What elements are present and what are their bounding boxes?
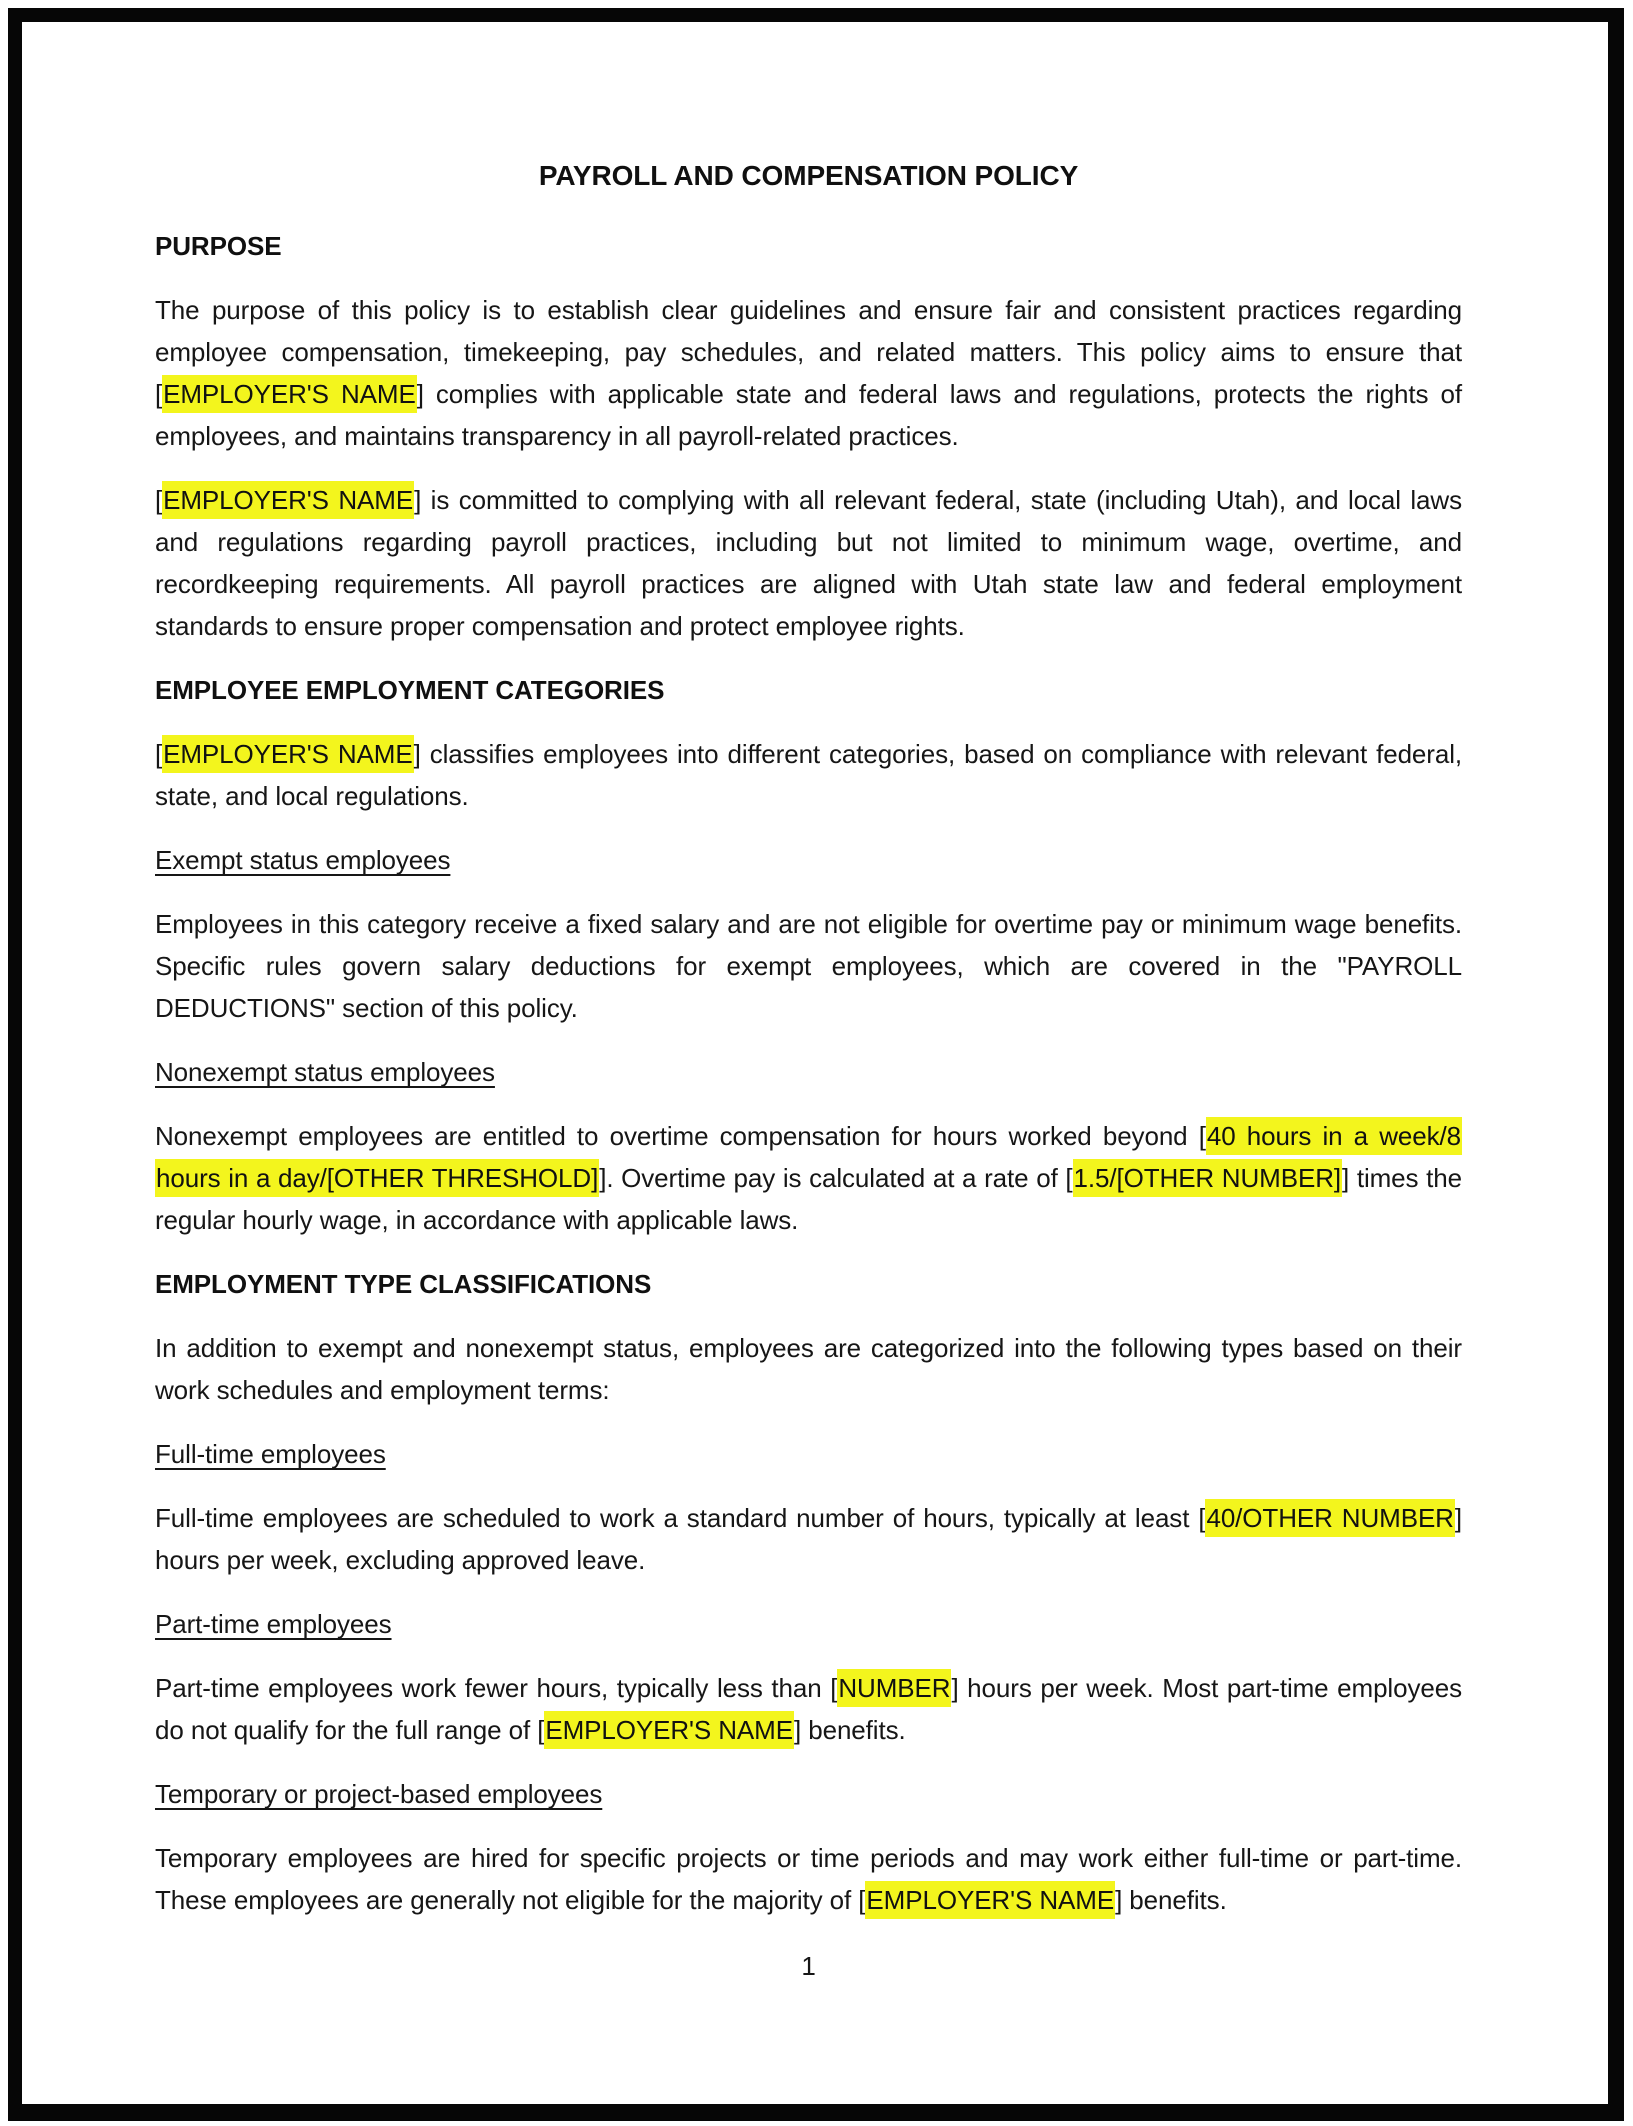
highlight-placeholder: 1.5/[OTHER NUMBER] [1073,1159,1342,1197]
subsection-full-time [155,1433,1462,1581]
section-heading: EMPLOYMENT TYPE CLASSIFICATIONS [155,1269,652,1299]
paragraph-text: ] times the regular hourly wage, in accordance with applicable laws. [155,1163,1462,1235]
paragraph [155,1837,1462,1921]
highlight-placeholder: EMPLOYER'S NAME [162,481,414,519]
paragraph [155,1497,1462,1581]
paragraph-text: Temporary employees are hired for specific projects or time periods and may work either full-time or part-time. These employees are generally not eligible for the majority of [ [155,1843,1462,1915]
paragraph-text: Part-time employees work fewer hours, typically less than [ [155,1673,838,1703]
paragraph-text: ] benefits. [1115,1885,1227,1915]
highlight-placeholder: EMPLOYER'S NAME [162,375,417,413]
paragraph [155,903,1462,1029]
subsection-nonexempt-status [155,1051,1462,1241]
paragraph-text: Full-time employees are scheduled to work a standard number of hours, typically at least [ [155,1503,1206,1533]
paragraph-text: The purpose of this policy is to establish clear guidelines and ensure fair and consistent practices regarding employee compensation, timekeeping, pay schedules, and related matters. This policy aims to ensure that [ [155,295,1462,409]
paragraph [155,479,1462,647]
paragraph-text: ]. Overtime pay is calculated at a rate of [ [599,1163,1073,1193]
paragraph-text: Employees in this category receive a fixed salary and are not eligible for overtime pay or minimum wage benefits. Specific rules govern salary deductions for exempt employees, which are covered in the "PAYROLL DEDUCTIONS" section of this policy. [155,909,1462,1023]
paragraph [155,1115,1462,1241]
subsection-heading: Part-time employees [155,1609,392,1639]
subsection-heading: Exempt status employees [155,845,451,875]
paragraph [155,289,1462,457]
subsection-heading: Nonexempt status employees [155,1057,495,1087]
subsection-temporary [155,1773,1462,1921]
highlight-placeholder: EMPLOYER'S NAME [544,1711,794,1749]
subsection-heading: Temporary or project-based employees [155,1779,603,1809]
paragraph-text: ] classifies employees into different categories, based on compliance with relevant federal, state, and local regulations. [155,739,1463,811]
paragraph-text: ] benefits. [793,1715,906,1745]
section-heading: PURPOSE [155,231,282,261]
paragraph [155,733,1462,817]
highlight-placeholder: 40 hours in a week/8 hours in a day/[OTHER THRESHOLD] [155,1117,1462,1197]
paragraph-text: Nonexempt employees are entitled to overtime compensation for hours worked beyond [ [155,1121,1206,1151]
highlight-placeholder: EMPLOYER'S NAME [865,1881,1115,1919]
document-title: PAYROLL AND COMPENSATION POLICY [538,160,1079,191]
document-page [22,22,1608,2104]
highlight-placeholder: NUMBER [837,1669,951,1707]
highlight-placeholder: EMPLOYER'S NAME [162,735,414,773]
paragraph [155,1327,1462,1411]
paragraph-text: ] is committed to complying with all relevant federal, state (including Utah), and local laws and regulations regarding payroll practices, including but not limited to minimum wage, overtime, and recordkeeping requirements. All payroll practices are aligned with Utah state law and federal employment standards to ensure proper compensation and protect employee rights. [155,485,1462,641]
section-heading: EMPLOYEE EMPLOYMENT CATEGORIES [155,675,665,705]
section-purpose [155,225,1462,647]
paragraph [155,1667,1462,1751]
page-number: 1 [801,1951,816,1981]
paragraph-text: [ [155,739,163,769]
subsection-part-time [155,1603,1462,1751]
paragraph-text: ] hours per week, excluding approved leave. [155,1503,1462,1575]
paragraph-text: ] complies with applicable state and federal laws and regulations, protects the rights of employees, and maintains transparency in all payroll-related practices. [155,379,1462,451]
paragraph-text: ] hours per week. Most part-time employees do not qualify for the full range of [ [155,1673,1462,1745]
section-employment-type-classifications [155,1263,1462,1921]
highlight-placeholder: 40/OTHER NUMBER [1205,1499,1454,1537]
paragraph-text: In addition to exempt and nonexempt status, employees are categorized into the following types based on their work schedules and employment terms: [155,1333,1462,1405]
subsection-heading: Full-time employees [155,1439,386,1469]
section-employee-employment-categories [155,669,1462,1241]
paragraph-text: [ [155,485,163,515]
subsection-exempt-status [155,839,1462,1029]
